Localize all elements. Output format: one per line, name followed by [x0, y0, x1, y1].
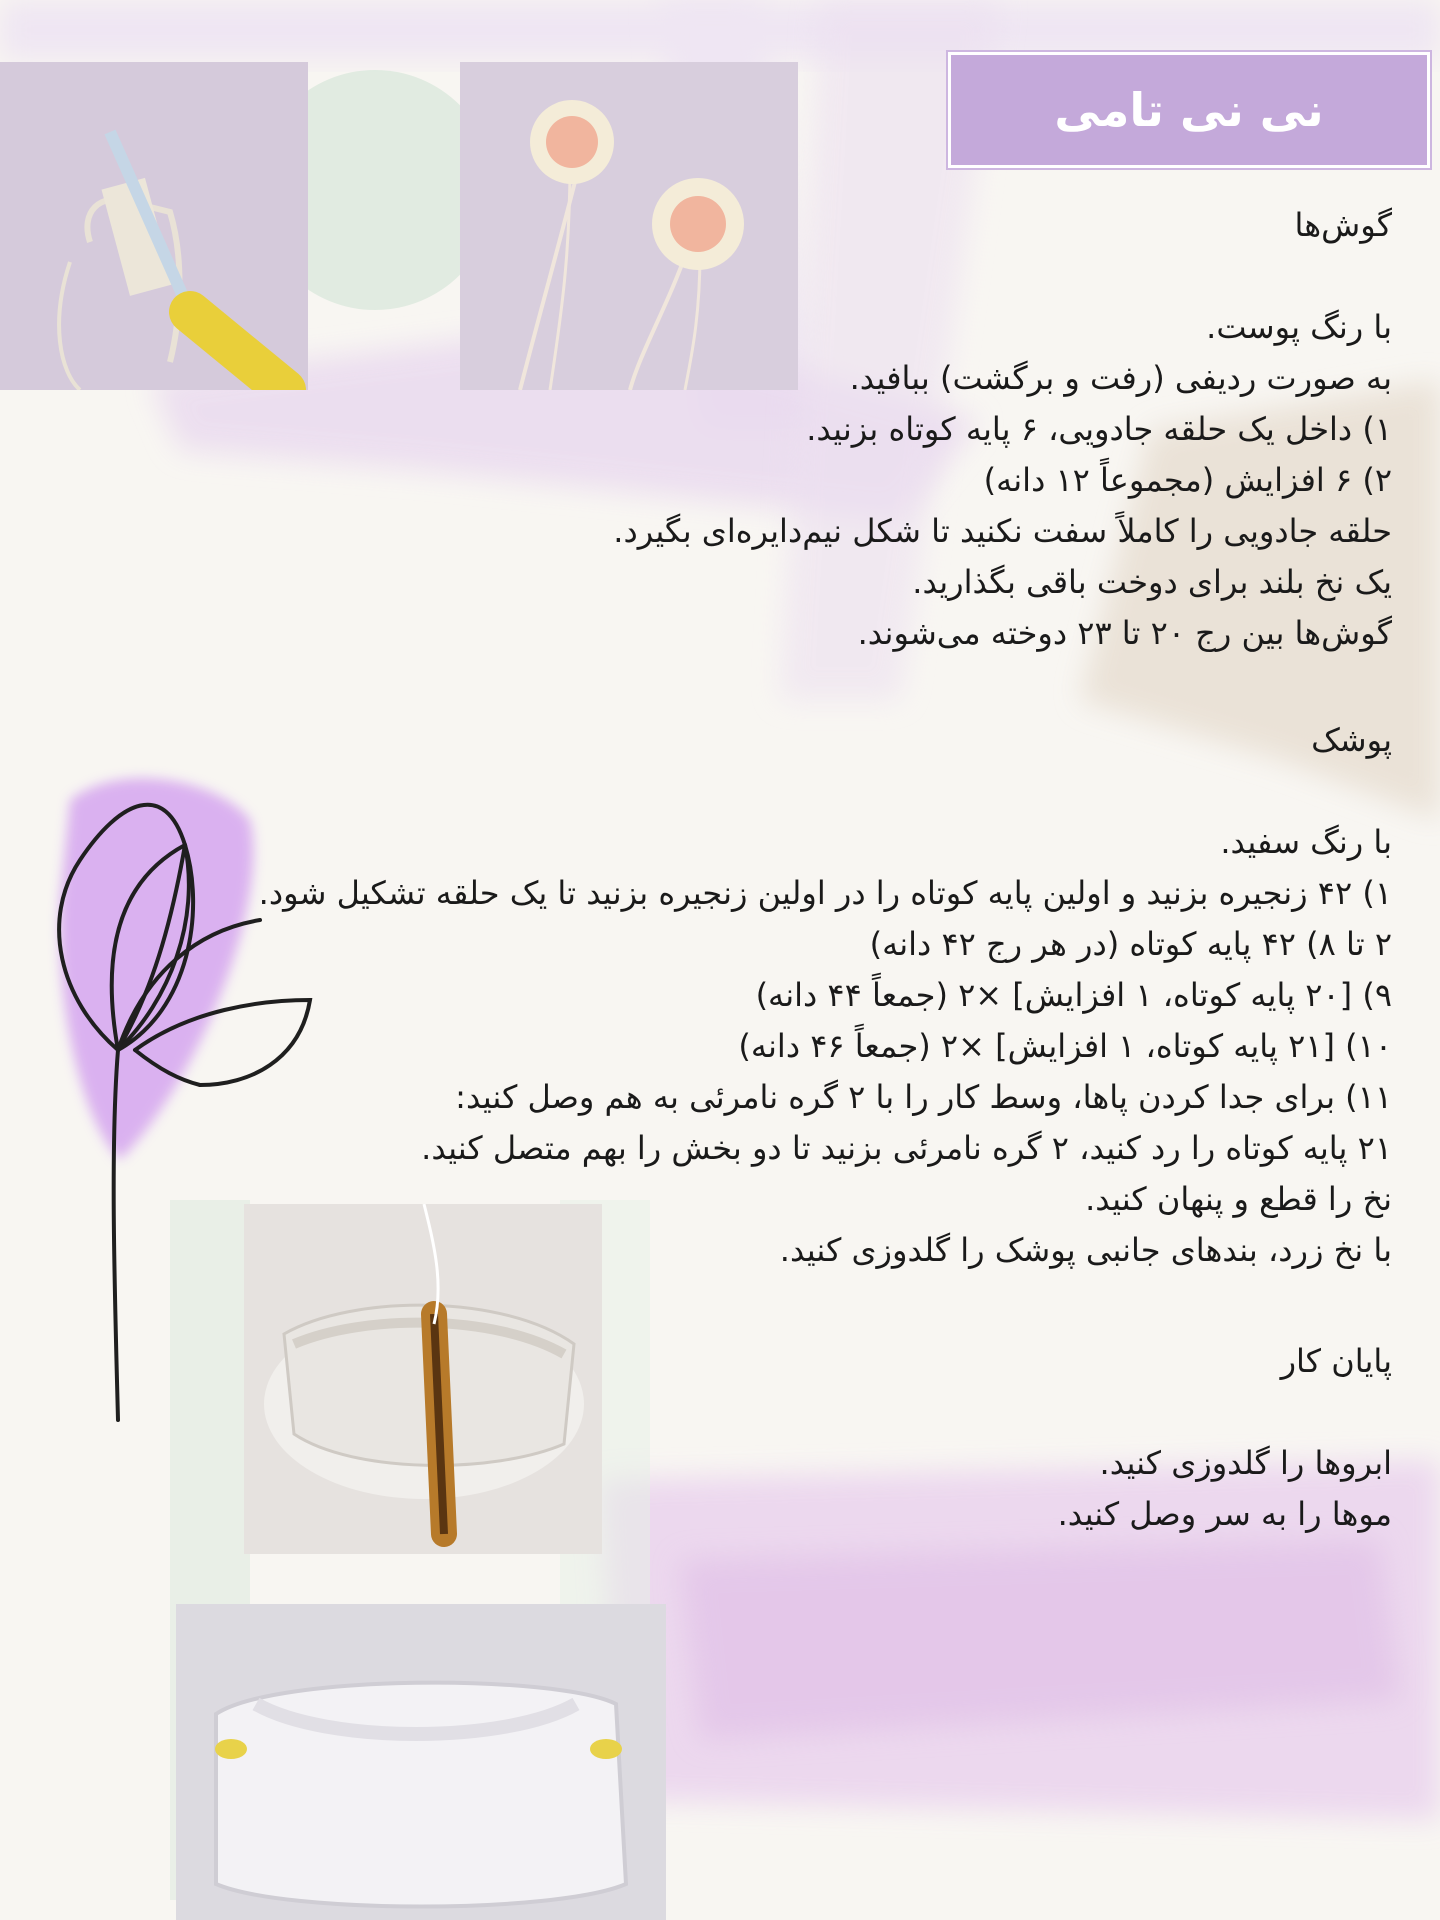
instruction-line: ۱۱) برای جدا کردن پاها، وسط کار را با ۲ گره نامرئی به هم وصل کنید: [455, 1078, 1392, 1116]
spacer [259, 766, 1392, 817]
spacer [613, 251, 1392, 302]
spacer [1058, 1387, 1392, 1438]
instruction-line: ابروها را گلدوزی کنید. [1099, 1444, 1392, 1482]
instruction-line: ۲) ۶ افزایش (مجموعاً ۱۲ دانه) [983, 461, 1392, 499]
instruction-line: گوش‌ها بین رج ۲۰ تا ۲۳ دوخته می‌شوند. [857, 614, 1392, 652]
instruction-line: با نخ زرد، بندهای جانبی پوشک را گلدوزی کنید. [779, 1231, 1392, 1269]
photo-diaper [176, 1604, 666, 1920]
instruction-line: ۱۰) [۲۱ پایه کوتاه، ۱ افزایش] ×۲ (جمعاً ۴۶ دانه) [738, 1027, 1392, 1065]
section-ears [613, 200, 1392, 659]
instruction-line: موها را به سر وصل کنید. [1057, 1495, 1392, 1533]
instruction-line: نخ را قطع و پنهان کنید. [1085, 1180, 1392, 1218]
section-finish [1058, 1336, 1392, 1540]
instruction-line: با رنگ سفید. [1220, 823, 1392, 861]
instruction-line: ۱) داخل یک حلقه جادویی، ۶ پایه کوتاه بزنید. [806, 410, 1392, 448]
instruction-line: با رنگ پوست. [1206, 308, 1392, 346]
instruction-line: ۹) [۲۰ پایه کوتاه، ۱ افزایش] ×۲ (جمعاً ۴۴ دانه) [755, 976, 1392, 1014]
instruction-line: ۲۱ پایه کوتاه را رد کنید، ۲ گره نامرئی بزنید تا دو بخش را بهم متصل کنید. [421, 1129, 1392, 1167]
section-heading: پوشک [1311, 721, 1392, 759]
photo-hook-crochet [0, 62, 308, 390]
instruction-line: حلقه جادویی را کاملاً سفت نکنید تا شکل نیم‌دایره‌ای بگیرد. [613, 512, 1392, 550]
instruction-line: یک نخ بلند برای دوخت باقی بگذارید. [912, 563, 1392, 601]
instruction-line: به صورت ردیفی (رفت و برگشت) ببافید. [849, 359, 1392, 397]
section-diaper [259, 715, 1392, 1276]
instruction-line: ۲ تا ۸) ۴۲ پایه کوتاه (در هر رج ۴۲ دانه) [869, 925, 1392, 963]
instruction-line: ۱) ۴۲ زنجیره بزنید و اولین پایه کوتاه را در اولین زنجیره بزنید تا یک حلقه تشکیل شود. [258, 874, 1392, 912]
page-title: نی نی تامی [1054, 83, 1324, 137]
title-banner [948, 52, 1430, 168]
section-heading: گوش‌ها [1294, 206, 1392, 244]
section-heading: پایان کار [1280, 1342, 1392, 1380]
